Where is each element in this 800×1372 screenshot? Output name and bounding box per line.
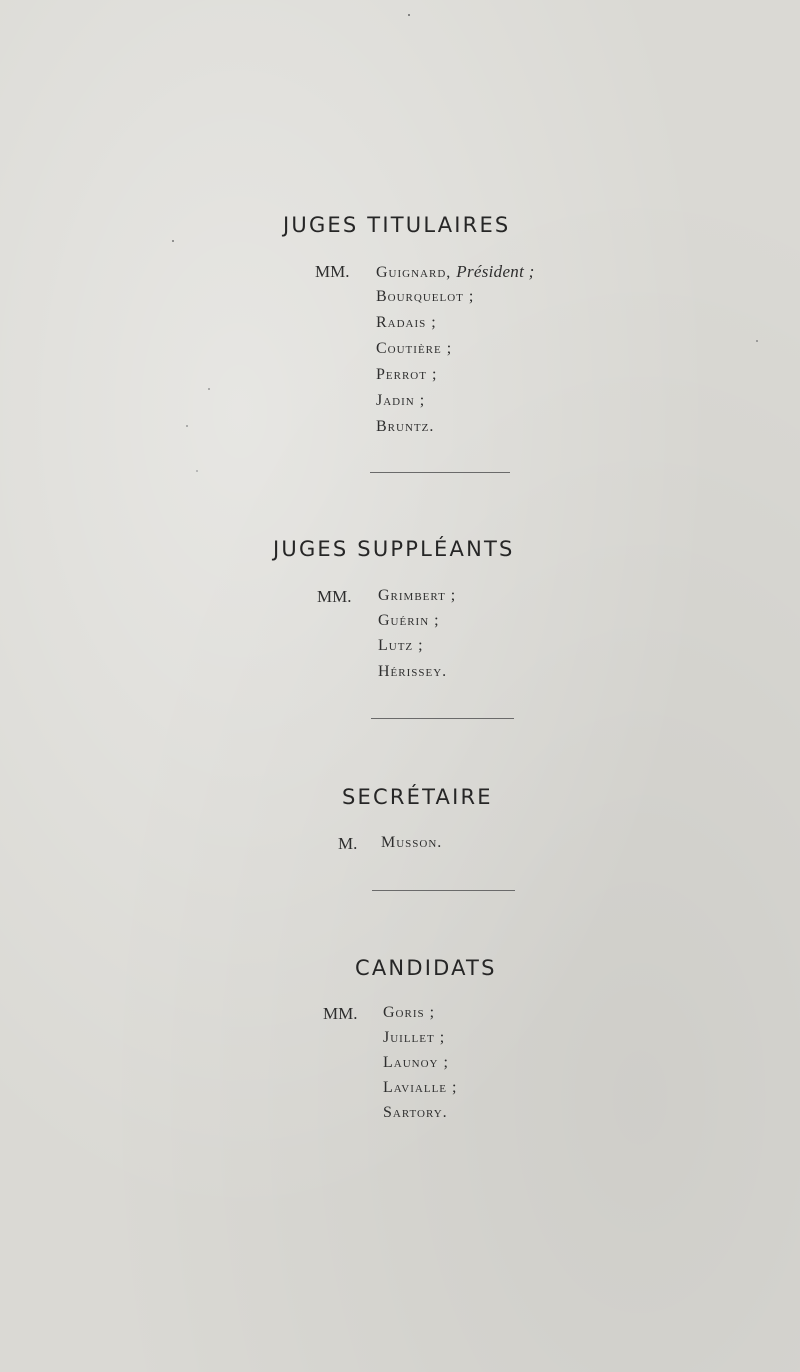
divider-2 <box>371 718 514 719</box>
name-lutz: Lutz ; <box>378 637 424 654</box>
name-grimbert: Grimbert ; <box>378 587 457 604</box>
name-guignard-text: Guignard, <box>376 264 452 281</box>
section-prefix-juges-titulaires: MM. <box>315 262 350 281</box>
divider-1 <box>370 472 510 473</box>
section-prefix-candidats: MM. <box>323 1004 358 1023</box>
name-jadin: Jadin ; <box>376 392 426 409</box>
name-coutiere: Coutière ; <box>376 340 453 357</box>
paper-speck <box>408 14 410 16</box>
name-guignard <box>376 262 535 282</box>
paper-speck <box>172 240 174 242</box>
section-title-juges-titulaires: JUGES TITULAIRES <box>283 213 511 237</box>
name-radais: Radais ; <box>376 314 437 331</box>
role-president: Président ; <box>456 262 535 281</box>
paper-speck <box>186 425 188 427</box>
section-title-candidats: CANDIDATS <box>355 956 497 980</box>
name-musson: Musson. <box>381 834 443 851</box>
name-herissey: Hérissey. <box>378 663 448 680</box>
name-bourquelot: Bourquelot ; <box>376 288 475 305</box>
name-goris: Goris ; <box>383 1004 436 1021</box>
name-launoy: Launoy ; <box>383 1054 449 1071</box>
name-sartory: Sartory. <box>383 1104 448 1121</box>
section-prefix-juges-suppleants: MM. <box>317 587 352 606</box>
divider-3 <box>372 890 515 891</box>
paper-speck <box>196 470 198 472</box>
paper-speck <box>756 340 758 342</box>
name-guerin: Guérin ; <box>378 612 440 629</box>
name-perrot: Perrot ; <box>376 366 438 383</box>
paper-speck <box>208 388 210 390</box>
section-prefix-secretaire: M. <box>338 834 358 853</box>
name-bruntz: Bruntz. <box>376 418 435 435</box>
section-title-secretaire: SECRÉTAIRE <box>342 785 493 809</box>
name-juillet: Juillet ; <box>383 1029 446 1046</box>
name-lavialle: Lavialle ; <box>383 1079 458 1096</box>
section-title-juges-suppleants: JUGES SUPPLÉANTS <box>273 537 515 561</box>
